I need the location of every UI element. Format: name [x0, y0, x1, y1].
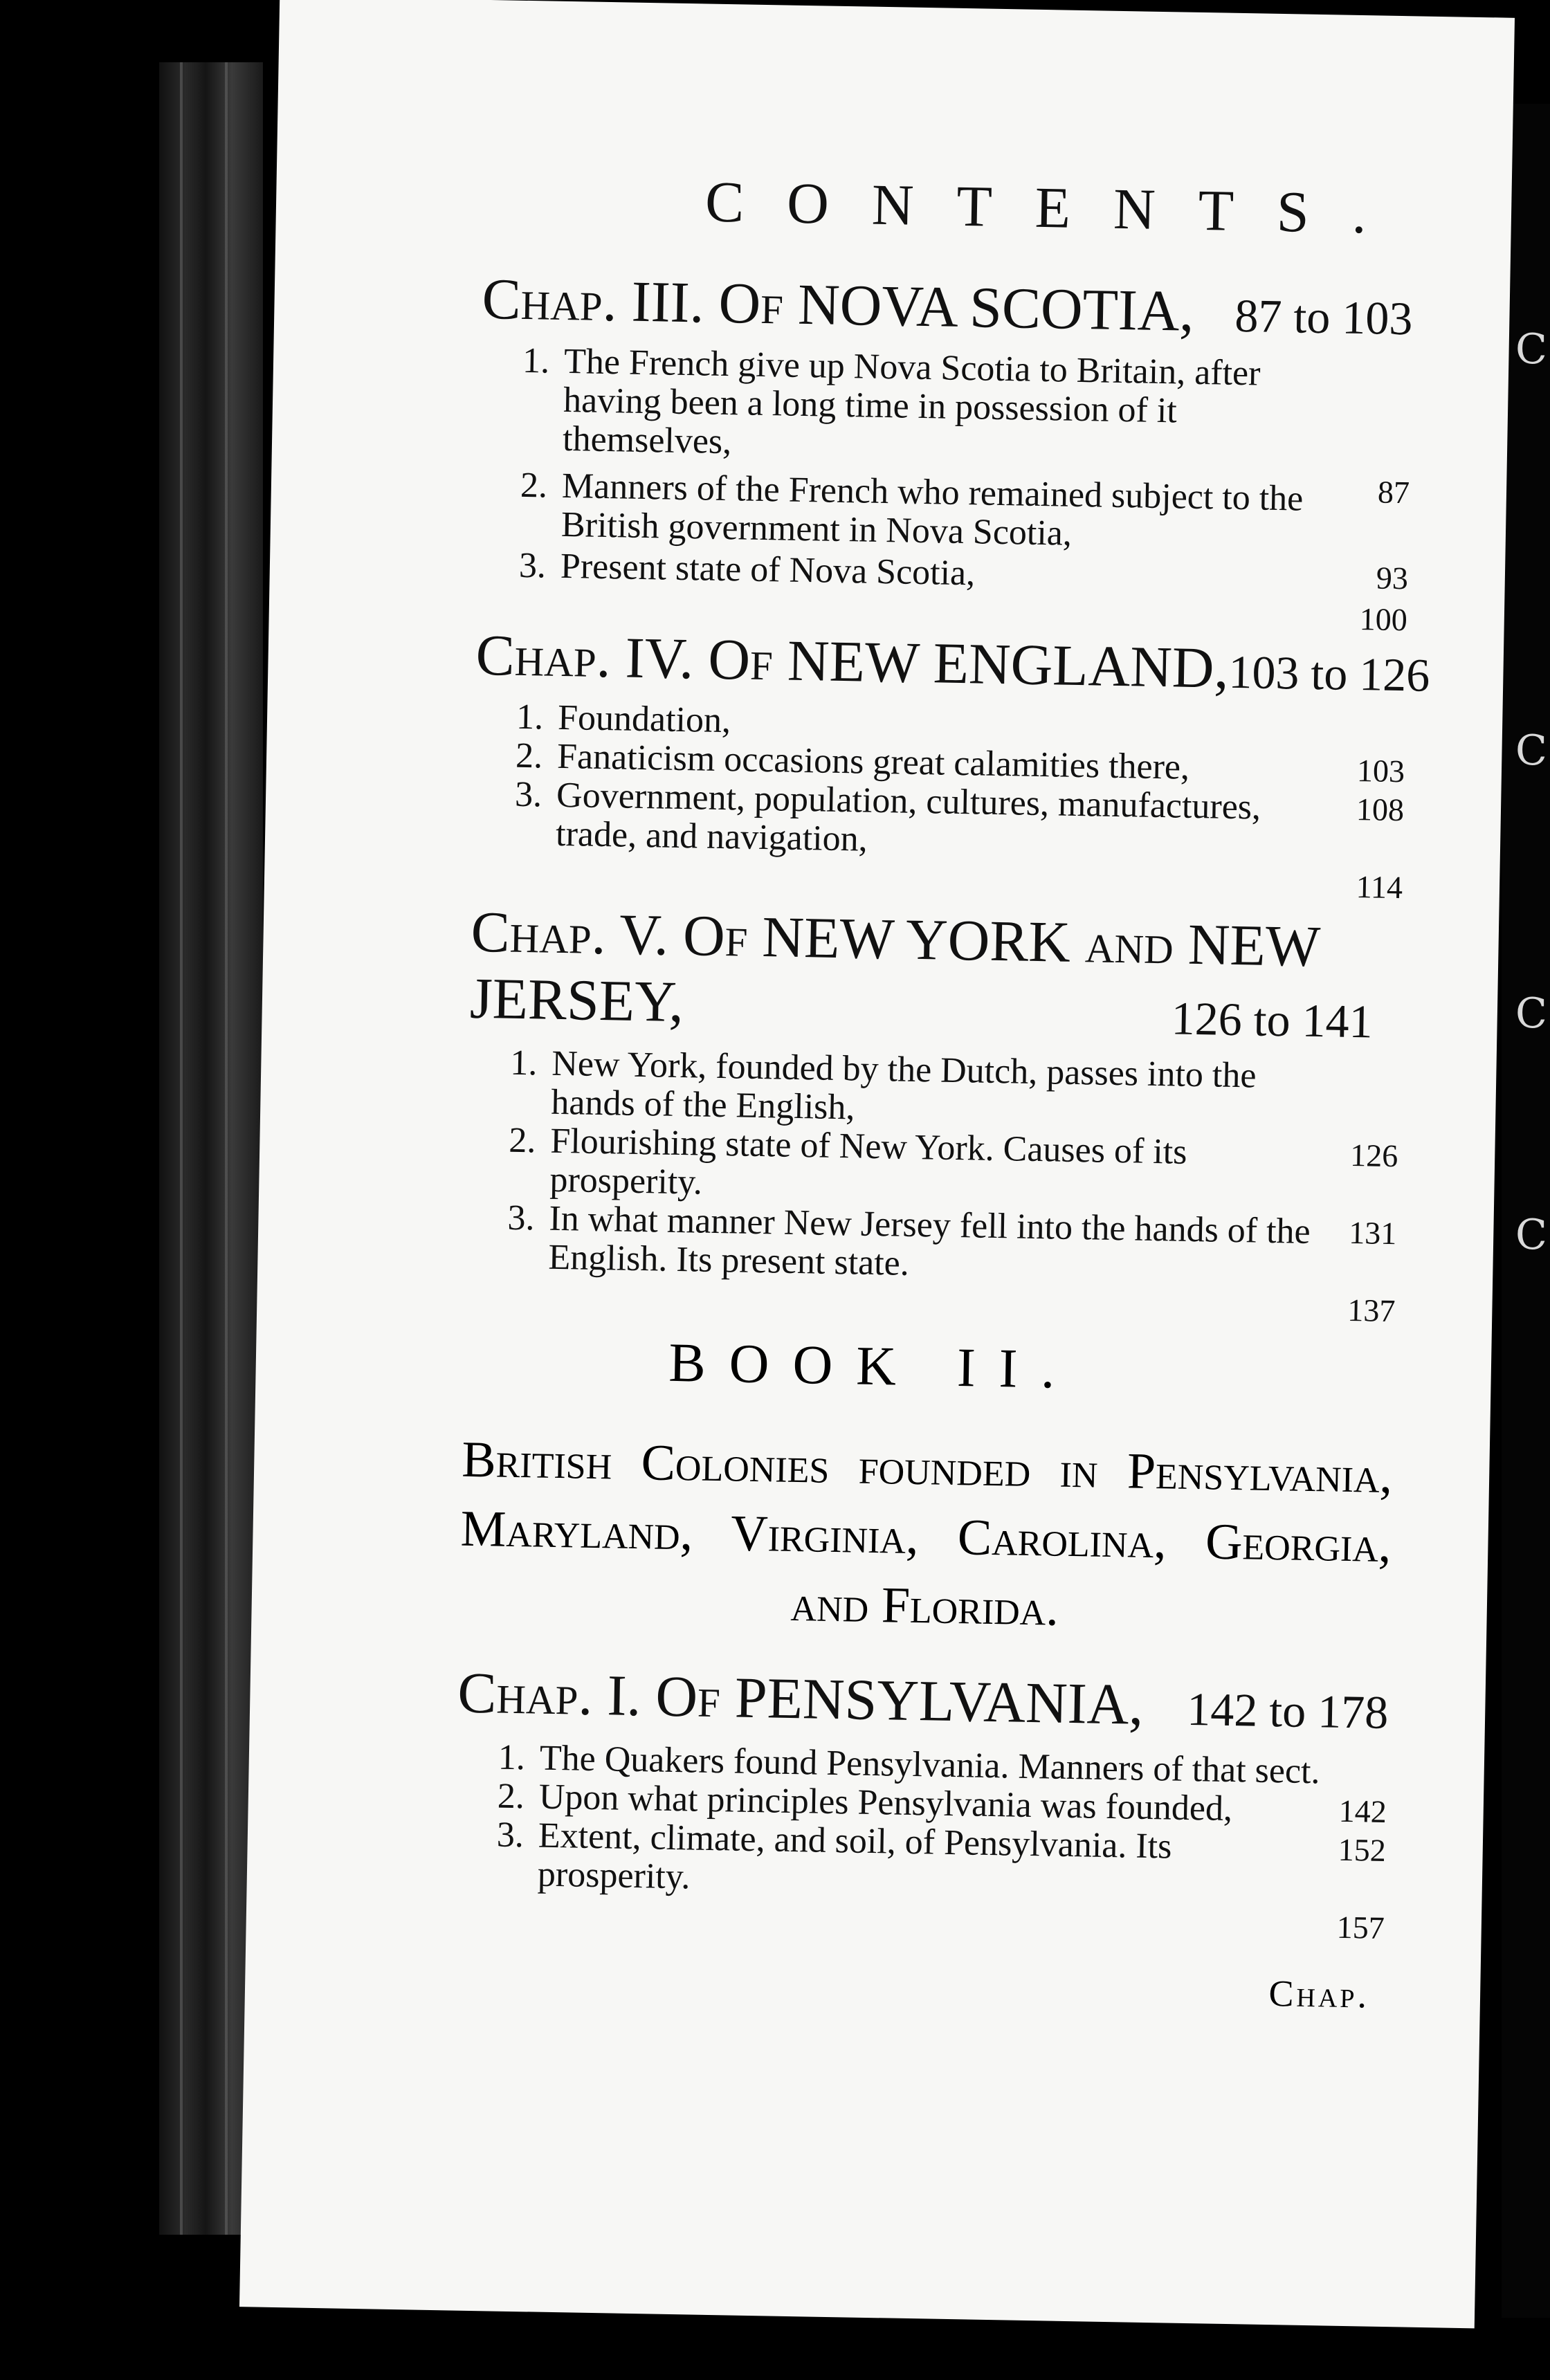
chapter-page-range: 126 to 141	[1171, 991, 1374, 1048]
chapter-heading	[469, 899, 1402, 1048]
entry-text: Upon what principles Pensylvania was founded,	[538, 1777, 1233, 1829]
chapter-entry	[473, 774, 1405, 906]
entry-number: 3.	[496, 1815, 525, 1856]
chapter-block	[454, 1660, 1389, 1946]
chapter-entry	[454, 1815, 1386, 1946]
entry-text: The Quakers found Pensylvania. Manners of that sect.	[539, 1738, 1321, 1792]
entry-page: 126	[1349, 1137, 1398, 1174]
entry-number: 1.	[516, 697, 544, 738]
chapter-page-range: 142 to 178	[1186, 1682, 1389, 1739]
facing-page-fragment: C	[1515, 989, 1547, 1038]
entry-text: The French give up Nova Scotia to Britain, after having been a long time in possession of it themselves,	[562, 341, 1261, 462]
facing-page-fragment: C	[1515, 1211, 1547, 1259]
entry-number: 2.	[520, 465, 548, 506]
chapter-heading	[475, 623, 1430, 708]
entry-page: 114	[1356, 869, 1403, 906]
entry-number: 2.	[515, 735, 543, 776]
entry-number: 3.	[518, 545, 547, 586]
entry-text: Foundation,	[557, 697, 731, 741]
book-subtitle: British Colonies founded in Pensylvania, Maryland, Virginia, Carolina, Georgia, and Florida.	[459, 1431, 1393, 1637]
chapter-block	[473, 623, 1430, 906]
entry-page: 87	[1377, 474, 1410, 511]
chapter-heading	[457, 1660, 1389, 1746]
chapter-page-range: 87 to 103	[1234, 289, 1414, 345]
entry-page: 137	[1347, 1292, 1396, 1329]
chapter-entry	[465, 1198, 1397, 1329]
catchword: Chap.	[1268, 1972, 1370, 2016]
chapter-title: Chap. V. Of NEW YORK and NEW JERSEY,	[469, 899, 1320, 1035]
entry-number: 2.	[508, 1120, 536, 1161]
entry-number: 3.	[514, 774, 542, 815]
entry-number: 1.	[522, 340, 550, 381]
entry-text: Manners of the French who remained subject to the British government in Nova Scotia,	[560, 466, 1304, 553]
entry-text: Flourishing state of New York. Causes of its prosperity.	[549, 1121, 1187, 1202]
chapter-heading	[482, 266, 1414, 351]
entry-page: 157	[1336, 1909, 1385, 1946]
chapter-block	[477, 266, 1414, 638]
facing-page-fragment: C	[1515, 726, 1547, 775]
entry-number: 1.	[498, 1737, 526, 1778]
entry-text: Government, population, cultures, manufactures, trade, and navigation,	[555, 775, 1261, 859]
chapter-page-range: 103 to 126	[1228, 645, 1430, 702]
chapter-block	[465, 899, 1402, 1329]
entry-text: Present state of Nova Scotia,	[560, 546, 976, 594]
entry-page: 93	[1376, 560, 1409, 596]
chapter-title: Chap. III. Of NOVA SCOTIA,	[481, 266, 1195, 344]
entry-text: In what manner New Jersey fell into the hands of the English. Its present state.	[548, 1198, 1311, 1283]
entry-text: New York, founded by the Dutch, passes into the hands of the English,	[550, 1043, 1257, 1128]
chapter-title: Chap. I. Of PENSYLVANIA,	[457, 1660, 1145, 1737]
page-title: CONTENTS.	[704, 170, 1410, 247]
entry-number: 2.	[497, 1776, 525, 1817]
entry-page: 108	[1356, 791, 1405, 828]
entry-page: 100	[1359, 601, 1408, 638]
entry-text: Extent, climate, and soil, of Pensylvania. Its prosperity.	[537, 1815, 1172, 1897]
spine-line	[225, 62, 228, 2235]
book-heading: BOOK II.	[668, 1332, 1079, 1401]
entry-text: Fanaticism occasions great calamities there,	[556, 736, 1190, 787]
chapter-title: Chap. IV. Of NEW ENGLAND,	[475, 623, 1230, 701]
book-page	[239, 0, 1515, 2328]
entry-number: 3.	[507, 1198, 536, 1238]
entry-page: 131	[1348, 1214, 1397, 1252]
entry-page: 103	[1356, 753, 1405, 789]
spine-line	[180, 62, 183, 2235]
facing-page-fragment: C	[1515, 325, 1547, 374]
entry-page: 142	[1338, 1793, 1387, 1829]
entry-number: 1.	[509, 1043, 538, 1083]
entry-page: 152	[1338, 1831, 1387, 1868]
